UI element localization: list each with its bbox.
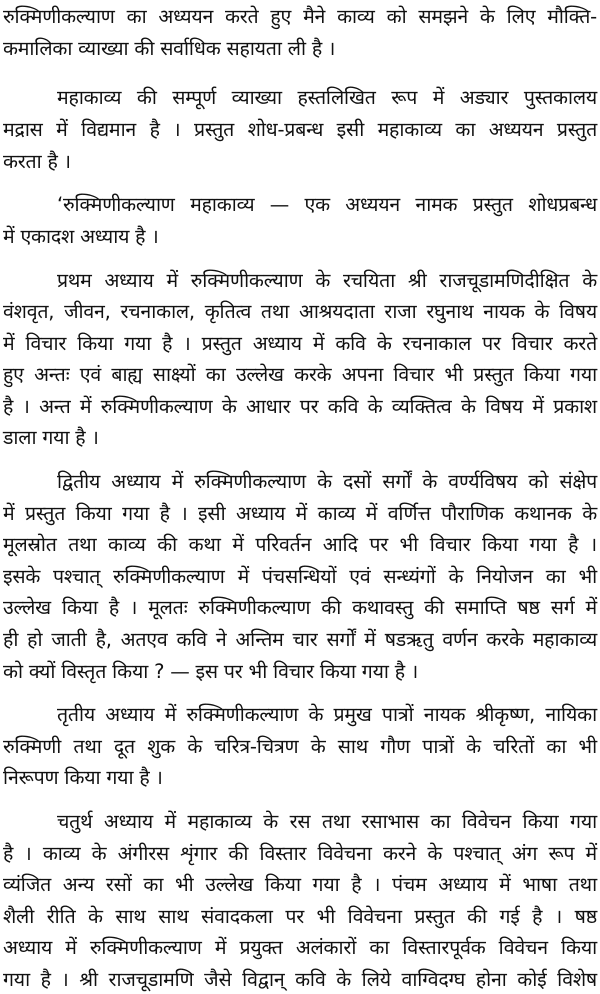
p1-line-1: रुक्मिणीकल्याण का अध्ययन करते हुए मैने काव्य को समझने के लिए मौक्ति- <box>3 5 597 28</box>
p2-line-2: मद्रास में विद्यमान है । प्रस्तुत शोध-प्रबन्ध इसी महाकाव्य का अध्ययन प्रस्तुत <box>3 118 597 141</box>
p4-line-4: हुए अन्तः एवं बाह्य साक्ष्यों का उल्लेख करके अपना विचार भी प्रस्तुत किया गया <box>3 363 597 386</box>
p5-line-3: मूलस्रोत तथा काव्य की कथा में परिवर्तन आदि पर भी विचार किया गया है । <box>3 533 597 556</box>
p5-line-6: ही हो जाती है, अतएव कवि ने अन्तिम चार सर्गों में षडऋतु वर्णन करके महाकाव्य <box>3 628 597 651</box>
p4-line-5: है । अन्त में रुक्मिणीकल्याण के आधार पर कवि के व्यक्तित्व के विषय में प्रकाश <box>3 395 597 418</box>
p5-line-2: में प्रस्तुत किया गया है । इसी अध्याय में काव्य में वर्णित्त पौराणिक कथानक के <box>3 502 597 525</box>
p7-line-5: अध्याय में रुक्मिणीकल्याण में प्रयुक्त अलंकारों का विस्तारपूर्वक विवेचन किया <box>3 936 597 959</box>
p6-line-3: निरूपण किया गया है । <box>3 766 163 789</box>
p7-line-3: व्यंजित अन्य रसों का भी उल्लेख किया गया है । पंचम अध्याय में भाषा तथा <box>3 873 597 896</box>
p4-line-2: वंशवृत, जीवन, रचनाकाल, कृतित्व तथा आश्रयदाता राजा रघुनाथ नायक के विषय <box>3 300 597 323</box>
p7-line-6: गया है । श्री राजचूडामणि जैसे विद्वान् कवि के लिये वाग्विदग्घ होना कोई विशेष <box>3 968 597 991</box>
p6-line-2: रुक्मिणी तथा दूत शुक के चरित्र-चित्रण के साथ गौण पात्रों के चरितों का भी <box>3 735 597 758</box>
p5-line-4: इसके पश्चात् रुक्मिणीकल्याण में पंचसन्धियों एवं सन्ध्यंगों के नियोजन का भी <box>3 565 597 588</box>
p4-line-6: डाला गया है । <box>3 426 99 449</box>
p2-line-1: महाकाव्य की सम्पूर्ण व्याख्या हस्तलिखित रूप में अड्यार पुस्तकालय <box>57 86 597 109</box>
p5-line-1: द्वितीय अध्याय में रुक्मिणीकल्याण के दसों सर्गों के वर्ण्यविषय को संक्षेप <box>57 470 597 493</box>
p1-line-2: कमालिका व्याख्या की सर्वाधिक सहायता ली है । <box>3 37 336 60</box>
p4-line-1: प्रथम अध्याय में रुक्मिणीकल्याण के रचयिता श्री राजचूडामणिदीक्षित के <box>57 269 597 292</box>
p3-line-2: में एकादश अध्याय है । <box>3 225 159 248</box>
p2-line-3: करता है । <box>3 150 71 173</box>
p3-line-1: ‘रुक्मिणीकल्याण महाकाव्य — एक अध्ययन नामक प्रस्तुत शोधप्रबन्ध <box>57 193 597 216</box>
p5-line-7: को क्यों विस्तृत किया ? — इस पर भी विचार किया गया है । <box>3 660 419 683</box>
p6-line-1: तृतीय अध्याय में रुक्मिणीकल्याण के प्रमुख पात्रों नायक श्रीकृष्ण, नायिका <box>57 703 597 726</box>
p7-line-2: है । काव्य के अंगीरस शृंगार की विस्तार विवेचना करने के पश्चात् अंग रूप में <box>3 842 597 865</box>
p5-line-5: उल्लेख किया है । मूलतः रुक्मिणीकल्याण की कथावस्तु की समाप्ति षष्ठ सर्ग में <box>3 596 597 619</box>
p7-line-4: शैली रीति के साथ साथ संवादकला पर भी विवेचना प्रस्तुत की गई है । षष्ठ <box>3 905 597 928</box>
p7-line-1: चतुर्थ अध्याय में महाकाव्य के रस तथा रसाभास का विवेचन किया गया <box>57 810 597 833</box>
p4-line-3: में विचार किया गया है । प्रस्तुत अध्याय में कवि के रचनाकाल पर विचार करते <box>3 332 597 355</box>
